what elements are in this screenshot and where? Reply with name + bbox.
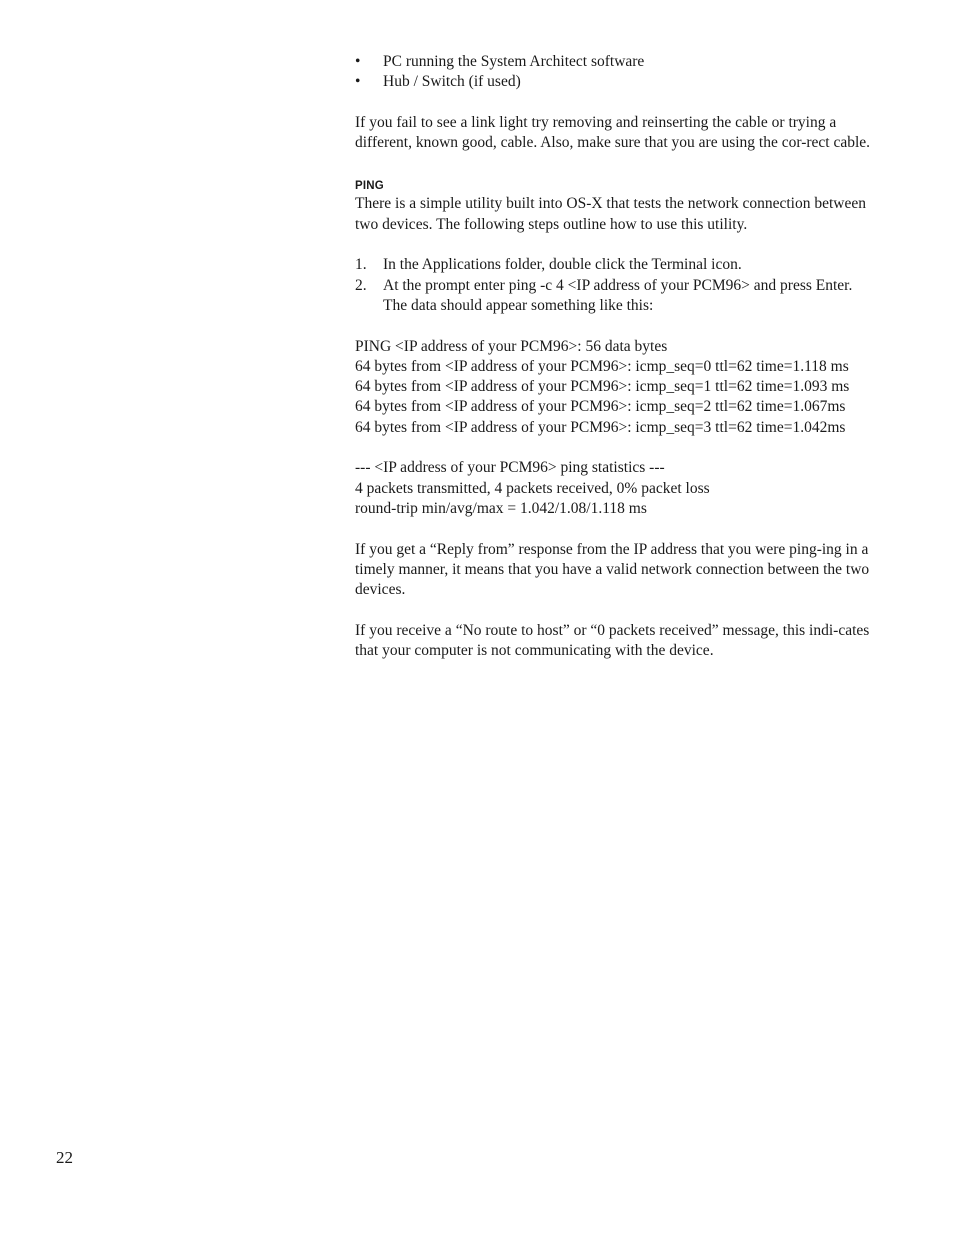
page-number: 22 (56, 1148, 73, 1167)
ping-stats-block (355, 458, 875, 519)
stats-line: round-trip min/avg/max = 1.042/1.08/1.118 ms (355, 499, 647, 517)
list-item (355, 255, 875, 275)
section-heading-ping: PING (355, 180, 384, 193)
reply-paragraph: If you get a “Reply from” response from the IP address that you were ping-ing in a timely manner, it means that you have a valid network connection between the two devices. (355, 540, 870, 599)
output-line: 64 bytes from <IP address of your PCM96>: icmp_seq=0 ttl=62 time=1.118 ms (355, 357, 849, 375)
step-text: In the Applications folder, double click the Terminal icon. (383, 256, 742, 274)
main-column (355, 52, 875, 661)
list-item-text: PC running the System Architect software (383, 53, 645, 70)
bullet-icon: • (355, 73, 361, 91)
stats-line: --- <IP address of your PCM96> ping statistics --- (355, 459, 665, 477)
bullet-icon: • (355, 53, 361, 70)
step-number: 1. (355, 256, 367, 274)
ping-intro-paragraph: There is a simple utility built into OS-X that tests the network connection between two devices. The following steps outline how to use this utility. (355, 195, 866, 233)
no-route-paragraph: If you receive a “No route to host” or “0 packets received” message, this indi-cates that your computer is not communicating with the device. (355, 621, 870, 660)
list-item (355, 276, 875, 317)
output-line: PING <IP address of your PCM96>: 56 data bytes (355, 337, 668, 355)
output-line: 64 bytes from <IP address of your PCM96>: icmp_seq=2 ttl=62 time=1.067ms (355, 398, 846, 416)
list-item (355, 72, 875, 92)
step-number: 2. (355, 276, 367, 294)
list-item-text: Hub / Switch (if used) (383, 73, 521, 91)
ping-output-block (355, 337, 875, 438)
list-item (355, 52, 875, 72)
output-line: 64 bytes from <IP address of your PCM96>: icmp_seq=1 ttl=62 time=1.093 ms (355, 378, 850, 396)
step-text: At the prompt enter ping -c 4 <IP address of your PCM96> and press Enter. The data should appear something like this: (383, 276, 853, 314)
stats-line: 4 packets transmitted, 4 packets received, 0% packet loss (355, 479, 710, 497)
output-line: 64 bytes from <IP address of your PCM96>: icmp_seq=3 ttl=62 time=1.042ms (355, 418, 846, 436)
requirements-list (355, 52, 875, 93)
link-light-paragraph: If you fail to see a link light try removing and reinserting the cable or trying a different, known good, cable. Also, make sure that you are using the cor-rect cable. (355, 113, 871, 152)
steps-list (355, 255, 875, 316)
